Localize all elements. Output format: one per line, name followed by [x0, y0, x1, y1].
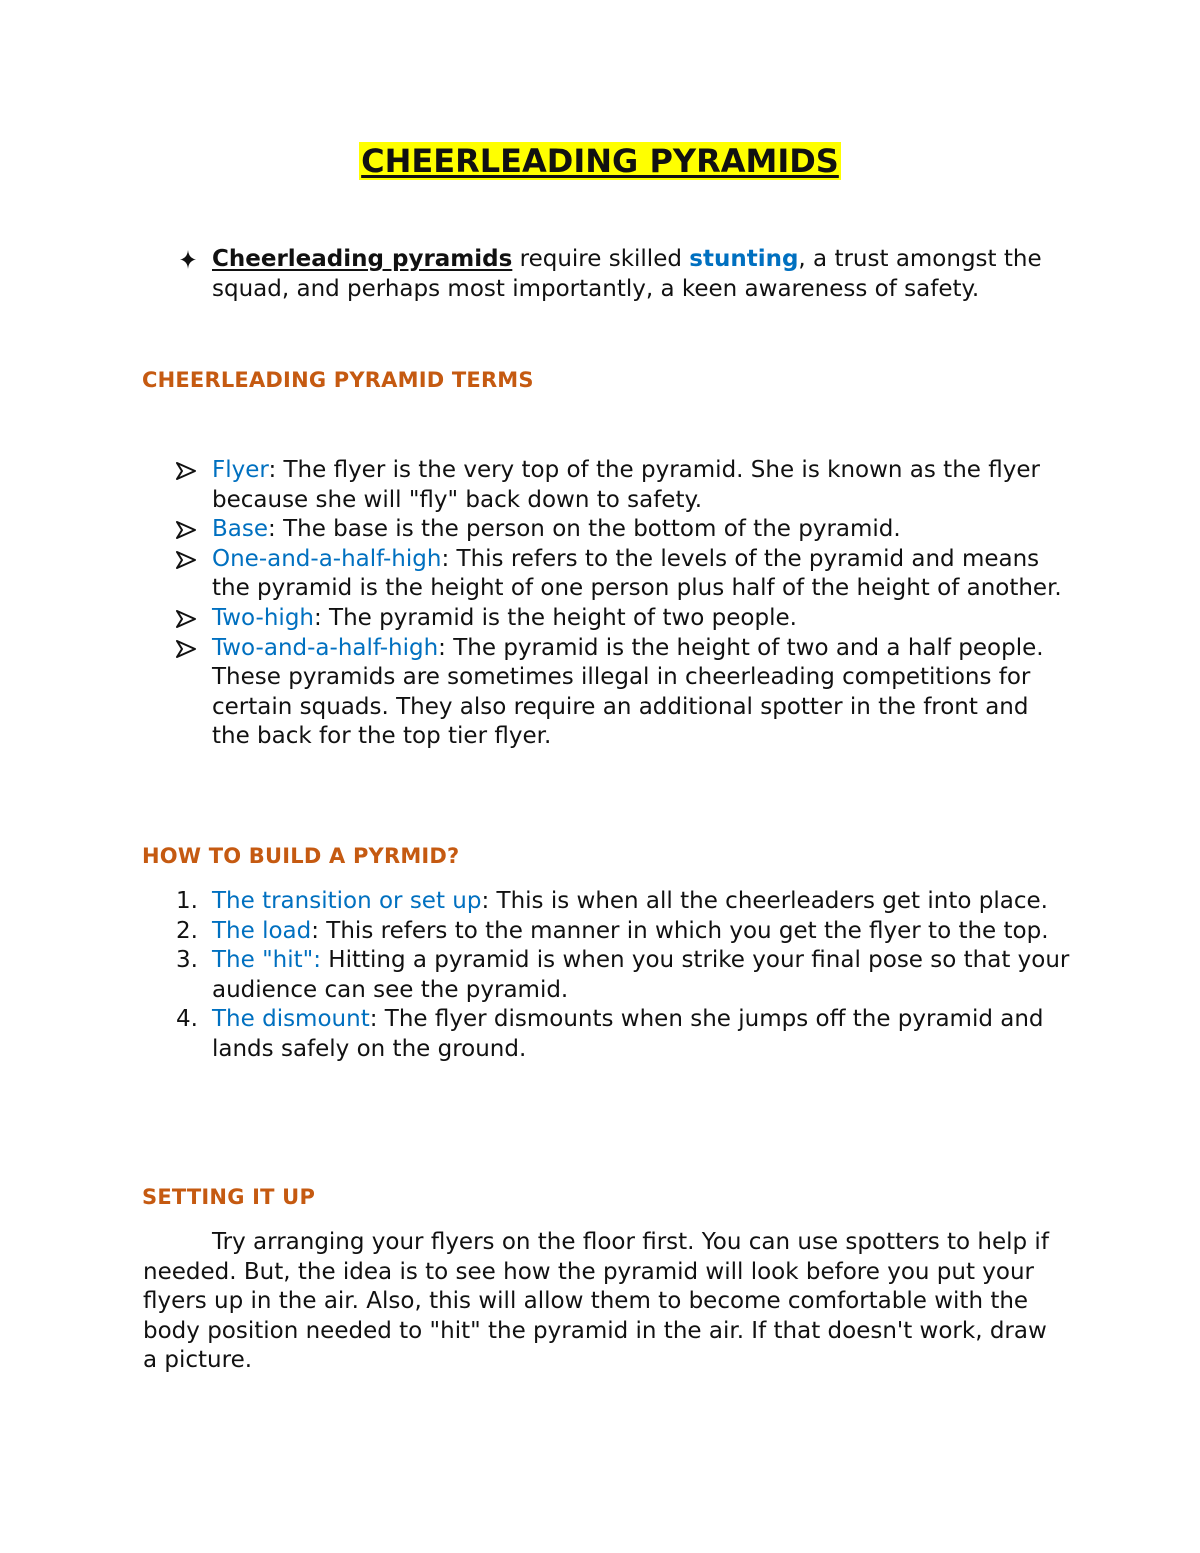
list-item — [176, 946, 1072, 1005]
terms-heading: CHEERLEADING PYRAMID TERMS — [142, 368, 534, 392]
terms-list — [212, 456, 1072, 752]
arrow-bullet-icon — [176, 521, 196, 539]
step-text: Hitting a pyramid is when you strike your final pose so that your audience can see the pyramid. — [212, 947, 1070, 1003]
list-item — [176, 1005, 1072, 1064]
arrow-bullet-icon — [176, 462, 196, 480]
list-item — [212, 604, 1072, 634]
term-label: Base — [212, 516, 269, 543]
step-text: : The flyer dismounts when she jumps off the pyramid and lands safely on the ground. — [212, 1006, 1044, 1062]
page-title: CHEERLEADING PYRAMIDS — [361, 142, 839, 180]
setup-heading: SETTING IT UP — [142, 1185, 316, 1209]
term-text: : The pyramid is the height of two people. — [314, 604, 797, 631]
arrow-bullet-icon — [176, 640, 196, 658]
intro-emph-term: stunting — [689, 246, 799, 272]
term-text: : The pyramid is the height of two and a half people. These pyramids are sometimes illegal in cheerleading competitions for certain squads. They also require an additional spotter in the front and the back for the top tier flyer. — [212, 634, 1044, 750]
step-label: The "hit": — [212, 947, 321, 974]
step-text: : This refers to the manner in which you get the flyer to the top. — [311, 917, 1049, 944]
intro-text-2: , a trust amongst the squad, and perhaps most importantly, a keen awareness of safety. — [212, 246, 1042, 302]
step-text: : This is when all the cheerleaders get into place. — [481, 888, 1048, 914]
step-number: 1. — [176, 888, 198, 914]
arrow-bullet-icon — [176, 551, 196, 569]
list-item — [212, 545, 1072, 604]
intro-text-1: require skilled — [512, 246, 690, 272]
intro-strong-term: Cheerleading pyramids — [212, 246, 513, 272]
diamond-bullet-icon — [176, 245, 200, 274]
build-heading: HOW TO BUILD A PYRMID? — [142, 844, 460, 868]
step-label: The dismount — [212, 1006, 370, 1033]
list-item — [212, 634, 1072, 752]
term-text: : This refers to the levels of the pyramid and means the pyramid is the height of one person plus half of the height of another. — [212, 545, 1062, 602]
step-number: 3. — [176, 947, 198, 974]
list-item — [212, 456, 1072, 515]
term-label: Two-high — [212, 604, 314, 631]
term-text: : The flyer is the very top of the pyramid. She is known as the flyer because she will "fly" back down to safety. — [212, 457, 1040, 513]
term-text: : The base is the person on the bottom of the pyramid. — [268, 516, 901, 543]
setup-paragraph: Try arranging your flyers on the floor first. You can use spotters to help if needed. But, the idea is to see how the pyramid will look before you put your flyers up in the air. Also, this will allow them to become comfortable with the body position needed to "hit" the pyramid in the air. If that doesn't work, draw a picture. — [143, 1229, 1049, 1374]
title-wrap — [0, 142, 1200, 181]
list-item — [212, 515, 1072, 545]
steps-list — [176, 887, 1072, 1065]
term-label: One-and-a-half-high — [212, 545, 442, 572]
intro-paragraph — [212, 245, 1092, 304]
step-label: The load — [212, 917, 312, 944]
list-item — [176, 887, 1072, 917]
term-label: Two-and-a-half-high — [212, 634, 439, 661]
step-number: 2. — [176, 917, 198, 944]
term-label: Flyer — [212, 457, 269, 483]
step-label: The transition or set up — [212, 888, 482, 914]
step-number: 4. — [176, 1006, 198, 1033]
list-item — [176, 917, 1072, 947]
arrow-bullet-icon — [176, 610, 196, 628]
